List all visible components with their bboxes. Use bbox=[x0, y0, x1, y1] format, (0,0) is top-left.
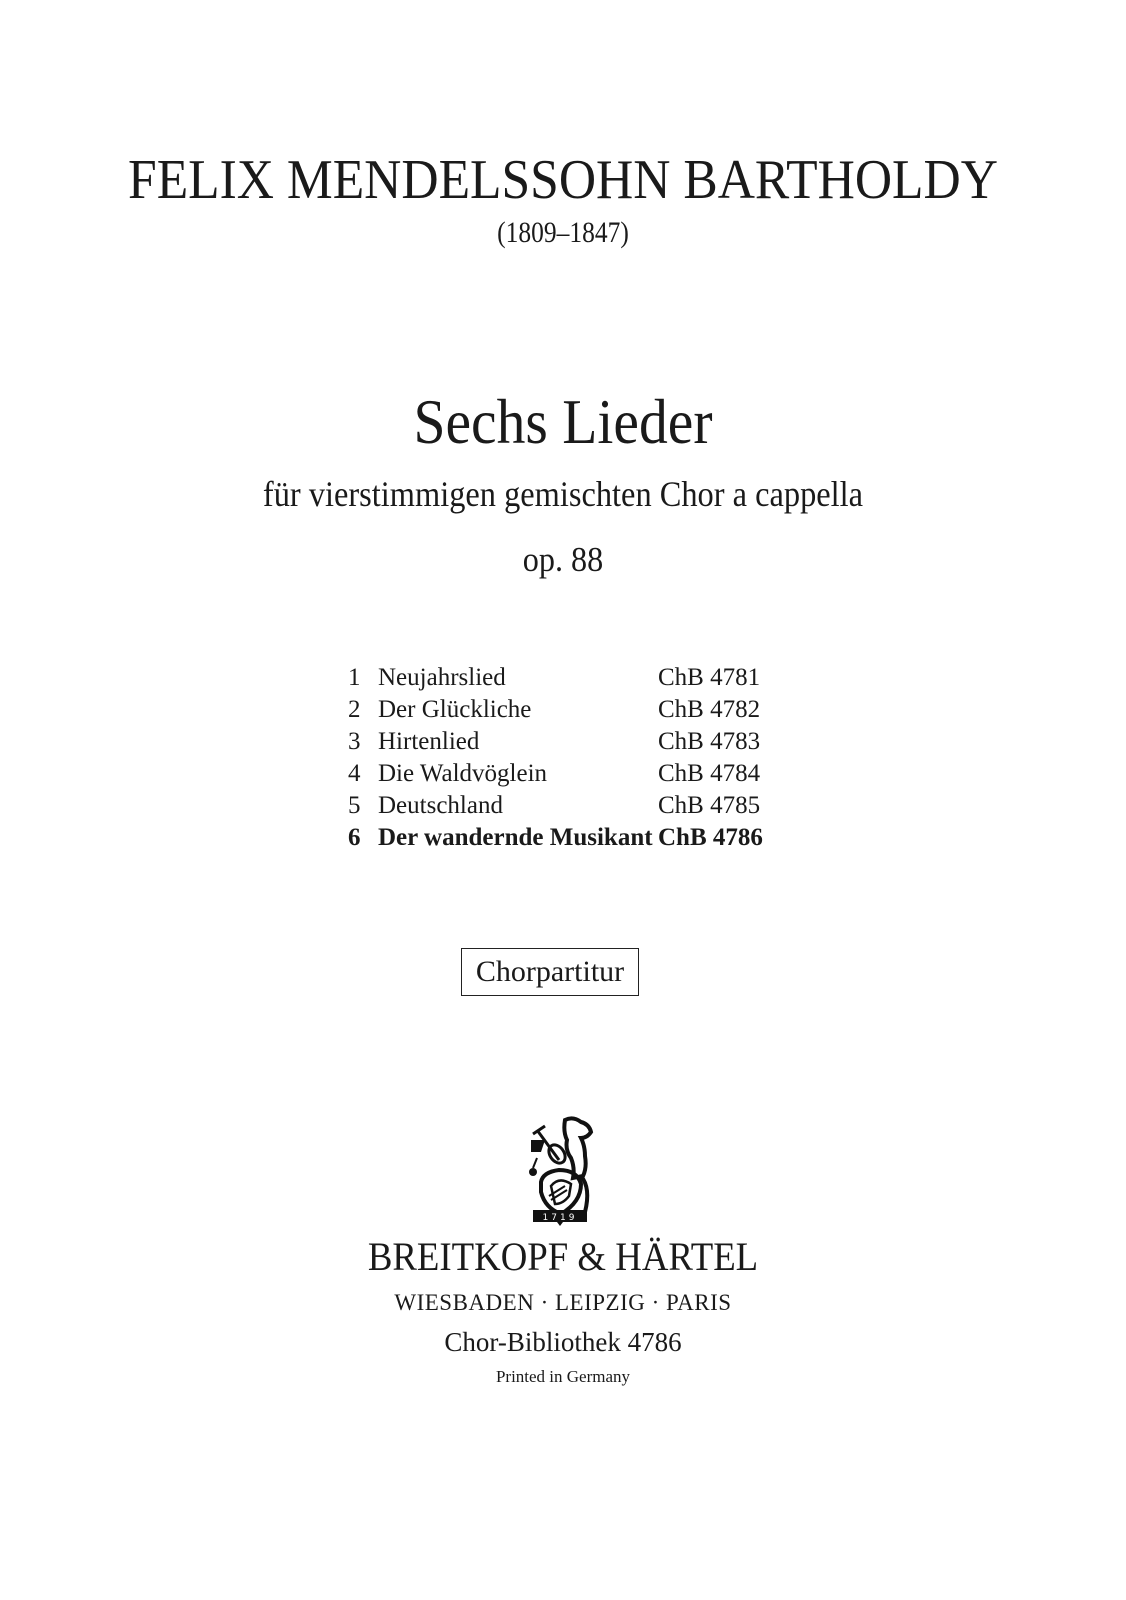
edition-type-box: Chorpartitur bbox=[461, 948, 639, 996]
song-list bbox=[348, 662, 763, 854]
series-number: Chor-Bibliothek 4786 bbox=[444, 1327, 682, 1357]
composer-name: FELIX MENDELSSOHN BARTHOLDY bbox=[128, 149, 998, 211]
song-title: Der Glückliche bbox=[378, 696, 532, 723]
song-catalog-code: ChB 4786 bbox=[658, 824, 763, 851]
song-number: 5 bbox=[348, 792, 361, 819]
song-title: Die Waldvöglein bbox=[378, 760, 548, 787]
song-number: 2 bbox=[348, 696, 361, 723]
composer-dates: (1809–1847) bbox=[497, 216, 629, 249]
song-number: 1 bbox=[348, 664, 361, 691]
song-title: Neujahrslied bbox=[378, 664, 506, 691]
song-title: Der wandernde Musikant bbox=[378, 824, 653, 851]
song-title: Deutschland bbox=[378, 792, 503, 819]
song-row bbox=[348, 758, 761, 790]
publisher-crest-icon bbox=[515, 1112, 605, 1227]
work-subtitle: für vierstimmigen gemischten Chor a cappella bbox=[262, 474, 864, 514]
song-number: 4 bbox=[348, 760, 361, 787]
song-catalog-code: ChB 4782 bbox=[658, 696, 761, 723]
crest-year: 1719 bbox=[542, 1213, 578, 1223]
song-row bbox=[348, 790, 761, 822]
song-number: 3 bbox=[348, 728, 361, 755]
publisher-cities: WIESBADEN · LEIPZIG · PARIS bbox=[394, 1290, 732, 1315]
work-title: Sechs Lieder bbox=[413, 386, 713, 457]
song-catalog-code: ChB 4784 bbox=[658, 760, 761, 787]
song-row bbox=[348, 662, 761, 694]
song-number: 6 bbox=[348, 824, 361, 851]
song-catalog-code: ChB 4785 bbox=[658, 792, 761, 819]
song-row-highlighted bbox=[348, 822, 763, 854]
song-row bbox=[348, 694, 761, 726]
song-title: Hirtenlied bbox=[378, 728, 480, 755]
printed-in: Printed in Germany bbox=[495, 1367, 631, 1386]
song-catalog-code: ChB 4783 bbox=[658, 728, 761, 755]
song-catalog-code: ChB 4781 bbox=[658, 664, 761, 691]
opus-number: op. 88 bbox=[522, 540, 604, 579]
song-row bbox=[348, 726, 761, 758]
publisher-name: BREITKOPF & HÄRTEL bbox=[367, 1234, 759, 1279]
